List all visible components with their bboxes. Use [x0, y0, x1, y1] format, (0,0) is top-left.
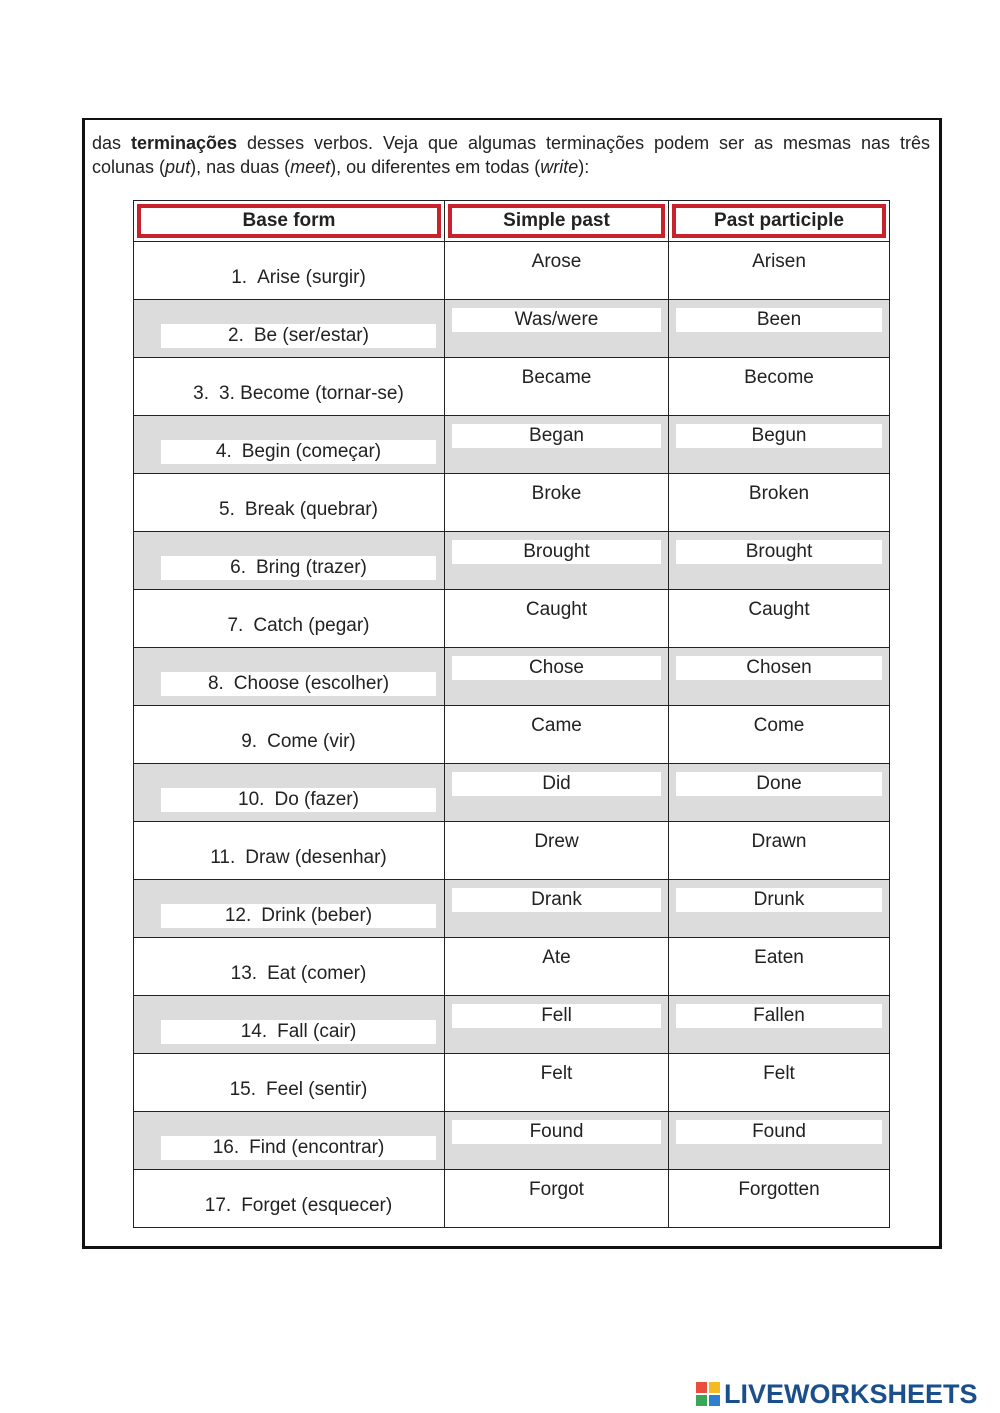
base-form-field — [161, 846, 436, 870]
simple-past-cell — [445, 822, 669, 880]
simple-past-field: Ate — [542, 947, 571, 968]
table-row — [134, 474, 890, 532]
base-form-cell — [134, 242, 445, 300]
simple-past-cell — [445, 300, 669, 358]
base-form-field[interactable] — [161, 904, 436, 928]
simple-past-field: Broke — [531, 483, 582, 504]
simple-past-field: Felt — [540, 1063, 573, 1084]
intro-part-4: ), ou diferentes em todas ( — [330, 157, 541, 177]
row-number: 11. — [210, 847, 236, 868]
simple-past-field: Forgot — [529, 1179, 584, 1200]
past-participle-field: Felt — [763, 1063, 795, 1084]
past-participle-field[interactable]: Brought — [676, 540, 882, 564]
table-row — [134, 416, 890, 474]
header-simple-past-label: Simple past — [503, 210, 610, 231]
header-base-form-label: Base form — [242, 210, 336, 231]
simple-past-cell — [445, 532, 669, 590]
past-participle-cell — [669, 996, 890, 1054]
table-row — [134, 358, 890, 416]
table-row — [134, 590, 890, 648]
table-row — [134, 532, 890, 590]
row-number: 8. — [207, 673, 224, 694]
base-form-field[interactable] — [161, 1020, 436, 1044]
table-row — [134, 1170, 890, 1228]
past-participle-field[interactable]: Chosen — [676, 656, 882, 680]
base-form-field — [161, 962, 436, 986]
simple-past-field[interactable]: Fell — [452, 1004, 661, 1028]
simple-past-cell — [445, 358, 669, 416]
intro-part-3: ), nas duas ( — [190, 157, 291, 177]
base-form-cell — [134, 1054, 445, 1112]
base-form-cell — [134, 532, 445, 590]
past-participle-field[interactable]: Been — [676, 308, 882, 332]
base-form-field — [161, 614, 436, 638]
intro-part-2: desses verbos. Veja que algumas terminações podem ser as mesmas nas três colunas ( — [92, 133, 930, 177]
table-row — [134, 648, 890, 706]
base-form-cell — [134, 996, 445, 1054]
base-form-text: Eat (comer) — [267, 963, 367, 984]
row-number: 6. — [230, 557, 246, 578]
base-form-text: Be (ser/estar) — [253, 325, 369, 346]
row-number: 13. — [230, 963, 258, 984]
past-participle-cell — [669, 590, 890, 648]
past-participle-cell — [669, 474, 890, 532]
base-form-text: Drink (beber) — [261, 905, 373, 926]
base-form-field[interactable] — [161, 440, 436, 464]
simple-past-field[interactable]: Was/were — [452, 308, 661, 332]
table-row — [134, 1054, 890, 1112]
past-participle-cell — [669, 764, 890, 822]
simple-past-cell — [445, 1054, 669, 1112]
base-form-text: Catch (pegar) — [253, 615, 370, 636]
row-number: 10. — [238, 789, 265, 810]
table-row — [134, 996, 890, 1054]
past-participle-field[interactable]: Begun — [676, 424, 882, 448]
row-number: 2. — [228, 325, 244, 346]
row-number: 17. — [204, 1195, 232, 1216]
past-participle-field[interactable]: Done — [676, 772, 882, 796]
past-participle-field[interactable]: Drunk — [676, 888, 882, 912]
base-form-text: Bring (trazer) — [256, 557, 367, 578]
intro-italic-meet: meet — [290, 157, 331, 177]
simple-past-cell — [445, 996, 669, 1054]
table-row — [134, 880, 890, 938]
row-number: 9. — [241, 731, 258, 752]
base-form-cell — [134, 300, 445, 358]
base-form-cell — [134, 1170, 445, 1228]
base-form-field[interactable] — [161, 788, 436, 812]
header-past-participle — [669, 201, 890, 242]
base-form-field[interactable] — [161, 1136, 436, 1160]
row-number: 3. — [193, 383, 210, 404]
intro-text — [92, 131, 930, 179]
base-form-cell — [134, 880, 445, 938]
base-form-text: Fall (cair) — [277, 1021, 357, 1042]
row-number: 5. — [219, 499, 235, 520]
liveworksheets-logo[interactable] — [696, 1378, 978, 1410]
intro-italic-write: write — [540, 157, 579, 177]
base-form-cell — [134, 474, 445, 532]
simple-past-cell — [445, 1112, 669, 1170]
simple-past-cell — [445, 590, 669, 648]
past-participle-cell — [669, 822, 890, 880]
past-participle-cell — [669, 358, 890, 416]
past-participle-cell — [669, 1112, 890, 1170]
simple-past-field[interactable]: Chose — [452, 656, 661, 680]
base-form-text: Arise (surgir) — [257, 267, 366, 288]
base-form-cell — [134, 358, 445, 416]
base-form-text: 3. Become (tornar-se) — [219, 383, 404, 404]
base-form-field — [161, 382, 436, 406]
simple-past-cell — [445, 764, 669, 822]
table-row — [134, 822, 890, 880]
simple-past-field: Drew — [534, 831, 579, 852]
row-number: 12. — [224, 905, 252, 926]
past-participle-field: Forgotten — [738, 1179, 820, 1200]
base-form-cell — [134, 938, 445, 996]
past-participle-field: Drawn — [751, 831, 807, 852]
base-form-cell — [134, 590, 445, 648]
intro-italic-put: put — [165, 157, 191, 177]
past-participle-cell — [669, 1054, 890, 1112]
verbs-table — [133, 200, 890, 1228]
base-form-text: Forget (esquecer) — [241, 1195, 393, 1216]
row-number: 14. — [240, 1021, 268, 1042]
past-participle-cell — [669, 880, 890, 938]
base-form-field — [161, 498, 436, 522]
past-participle-cell — [669, 416, 890, 474]
simple-past-field[interactable]: Drank — [452, 888, 661, 912]
row-number: 15. — [229, 1079, 257, 1100]
past-participle-cell — [669, 938, 890, 996]
past-participle-field[interactable]: Fallen — [676, 1004, 882, 1028]
past-participle-cell — [669, 706, 890, 764]
base-form-text: Find (encontrar) — [249, 1137, 385, 1158]
simple-past-cell — [445, 242, 669, 300]
simple-past-field: Became — [521, 367, 592, 388]
table-row — [134, 706, 890, 764]
simple-past-field: Caught — [525, 599, 588, 620]
base-form-text: Begin (começar) — [241, 441, 382, 462]
base-form-cell — [134, 764, 445, 822]
intro-part-5: ): — [578, 157, 590, 177]
base-form-text: Come (vir) — [267, 731, 356, 752]
past-participle-field: Become — [744, 367, 814, 388]
simple-past-field: Came — [531, 715, 582, 736]
past-participle-field: Eaten — [754, 947, 804, 968]
past-participle-cell — [669, 532, 890, 590]
base-form-field[interactable] — [161, 556, 436, 580]
simple-past-cell — [445, 1170, 669, 1228]
header-base-form — [134, 201, 445, 242]
simple-past-field: Arose — [531, 251, 582, 272]
table-row — [134, 764, 890, 822]
past-participle-field: Caught — [748, 599, 810, 620]
simple-past-cell — [445, 706, 669, 764]
simple-past-field[interactable]: Began — [452, 424, 661, 448]
intro-bold: terminações — [131, 133, 238, 153]
table-row — [134, 1112, 890, 1170]
liveworksheets-logo-icon — [696, 1382, 720, 1406]
simple-past-cell — [445, 880, 669, 938]
base-form-cell — [134, 822, 445, 880]
base-form-cell — [134, 1112, 445, 1170]
table-header-row — [134, 201, 890, 242]
base-form-field — [161, 266, 436, 290]
past-participle-cell — [669, 242, 890, 300]
base-form-field — [161, 730, 436, 754]
row-number: 16. — [212, 1137, 240, 1158]
past-participle-field[interactable]: Found — [676, 1120, 882, 1144]
simple-past-field[interactable]: Brought — [452, 540, 661, 564]
past-participle-cell — [669, 300, 890, 358]
simple-past-field[interactable]: Found — [452, 1120, 661, 1144]
base-form-text: Choose (escolher) — [233, 673, 390, 694]
base-form-cell — [134, 706, 445, 764]
past-participle-field: Broken — [748, 483, 810, 504]
base-form-text: Feel (sentir) — [266, 1079, 368, 1100]
past-participle-cell — [669, 648, 890, 706]
past-participle-field: Come — [753, 715, 805, 736]
row-number: 4. — [215, 441, 232, 462]
base-form-text: Do (fazer) — [274, 789, 359, 810]
simple-past-field[interactable]: Did — [452, 772, 661, 796]
simple-past-cell — [445, 648, 669, 706]
base-form-text: Draw (desenhar) — [245, 847, 387, 868]
past-participle-cell — [669, 1170, 890, 1228]
header-simple-past — [445, 201, 669, 242]
base-form-field — [161, 1194, 436, 1218]
base-form-text: Break (quebrar) — [244, 499, 378, 520]
table-row — [134, 938, 890, 996]
simple-past-cell — [445, 416, 669, 474]
row-number: 7. — [227, 615, 244, 636]
table-row — [134, 300, 890, 358]
base-form-field[interactable] — [161, 672, 436, 696]
simple-past-cell — [445, 938, 669, 996]
simple-past-cell — [445, 474, 669, 532]
header-past-participle-label: Past participle — [714, 210, 844, 231]
base-form-field — [161, 1078, 436, 1102]
logo-text: LIVEWORKSHEETS — [724, 1378, 978, 1409]
table-row — [134, 242, 890, 300]
base-form-field[interactable] — [161, 324, 436, 348]
base-form-cell — [134, 648, 445, 706]
row-number: 1. — [231, 267, 248, 288]
base-form-cell — [134, 416, 445, 474]
past-participle-field: Arisen — [752, 251, 806, 272]
intro-part-1: das — [92, 133, 131, 153]
